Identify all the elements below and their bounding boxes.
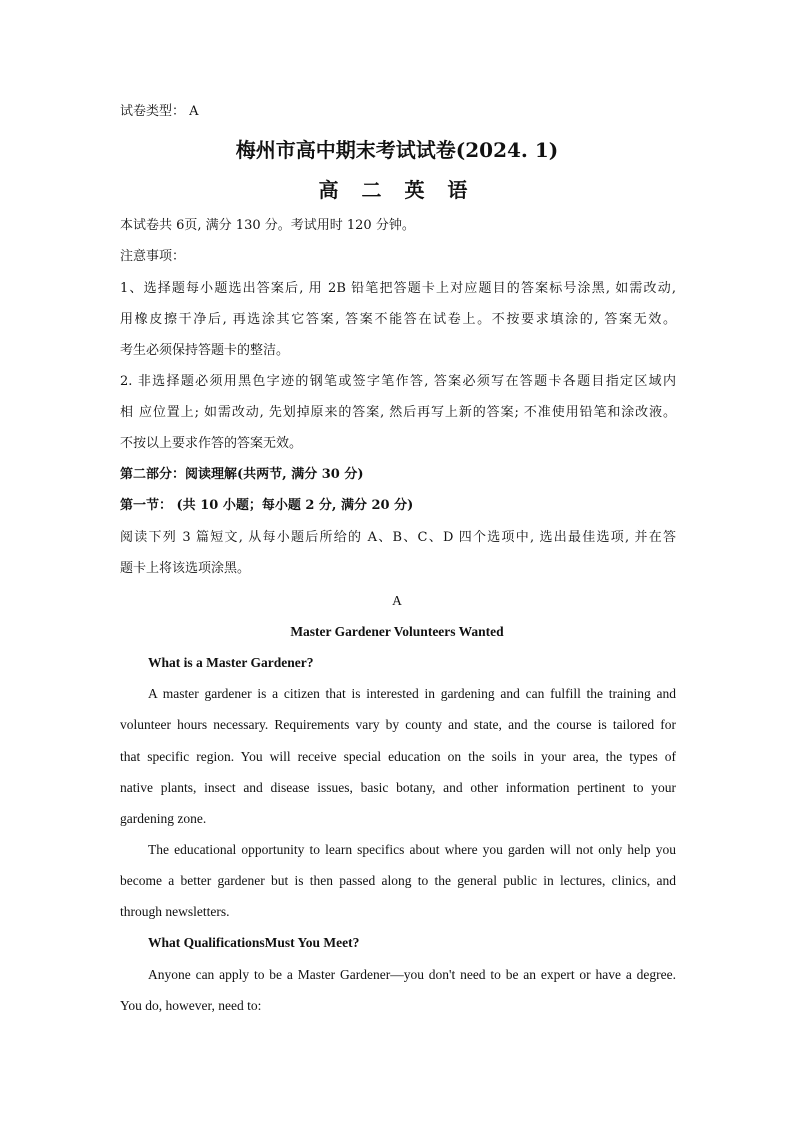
paragraph-2-line-3: through newsletters. — [120, 904, 230, 919]
paragraph-2-line-2: become a better gardener but is then passed along to the general public in lectures, clinics, and — [120, 873, 676, 888]
section-1-heading: 第一节： (共 10 小题；每小题 2 分, 满分 20 分) — [120, 498, 414, 513]
part-2-heading: 第二部分：阅读理解(共两节, 满分 30 分) — [120, 467, 364, 482]
paragraph-3-line-1: Anyone can apply to be a Master Gardener—you don't need to be an expert or have a degree. — [148, 967, 676, 982]
paragraph-3-line-2: You do, however, need to: — [120, 998, 262, 1013]
passage-title: Master Gardener Volunteers Wanted — [290, 624, 504, 639]
paper-type: 试卷类型： A — [120, 104, 199, 119]
exam-title: 梅州市高中期末考试试卷(2024. 1) — [235, 138, 559, 162]
paragraph-2-line-1: The educational opportunity to learn specifics about where you garden will not only help you — [148, 842, 676, 857]
passage-label: A — [392, 593, 402, 608]
subject-title: 高 二 英 语 — [318, 178, 476, 202]
note-1-line-2: 用橡皮擦干净后, 再选涂其它答案, 答案不能答在试卷上。不按要求填涂的, 答案无效。 — [120, 312, 676, 327]
paragraph-1-line-2: volunteer hours necessary. Requirements vary by county and state, and the course is tailored for — [120, 717, 676, 732]
paragraph-1-line-5: gardening zone. — [120, 811, 207, 826]
paragraph-1-line-1: A master gardener is a citizen that is interested in gardening and can fulfill the training and — [148, 686, 676, 701]
passage-heading-2: What QualificationsMust You Meet? — [148, 935, 360, 950]
note-2-line-1: 2. 非选择题必须用黑色字迹的钢笔或签字笔作答, 答案必须写在答题卡各题目指定区域内 — [120, 374, 676, 389]
note-1-line-3: 考生必须保持答题卡的整洁。 — [120, 343, 290, 358]
note-2-line-3: 不按以上要求作答的答案无效。 — [120, 436, 303, 451]
note-2-line-2: 相 应位置上; 如需改动, 先划掉原来的答案, 然后再写上新的答案; 不准使用铅笔和涂改液。 — [120, 405, 676, 420]
instruction-line-1: 阅读下列 3 篇短文, 从每小题后所给的 A、B、C、D 四个选项中, 选出最佳选项, 并在答 — [120, 530, 676, 545]
exam-info: 本试卷共 6页, 满分 130 分。考试用时 120 分钟。 — [120, 218, 415, 233]
paragraph-1-line-4: native plants, insect and disease issues, basic botany, and other information pertinent to your — [120, 780, 676, 795]
instruction-line-2: 题卡上将该选项涂黑。 — [120, 561, 251, 576]
paragraph-1-line-3: that specific region. You will receive special education on the soils in your area, the types of — [120, 749, 676, 764]
notes-label: 注意事项： — [120, 249, 186, 264]
passage-heading-1: What is a Master Gardener? — [148, 655, 314, 670]
note-1-line-1: 1、选择题每小题选出答案后, 用 2B 铅笔把答题卡上对应题目的答案标号涂黑, 如需改动, — [120, 281, 676, 296]
